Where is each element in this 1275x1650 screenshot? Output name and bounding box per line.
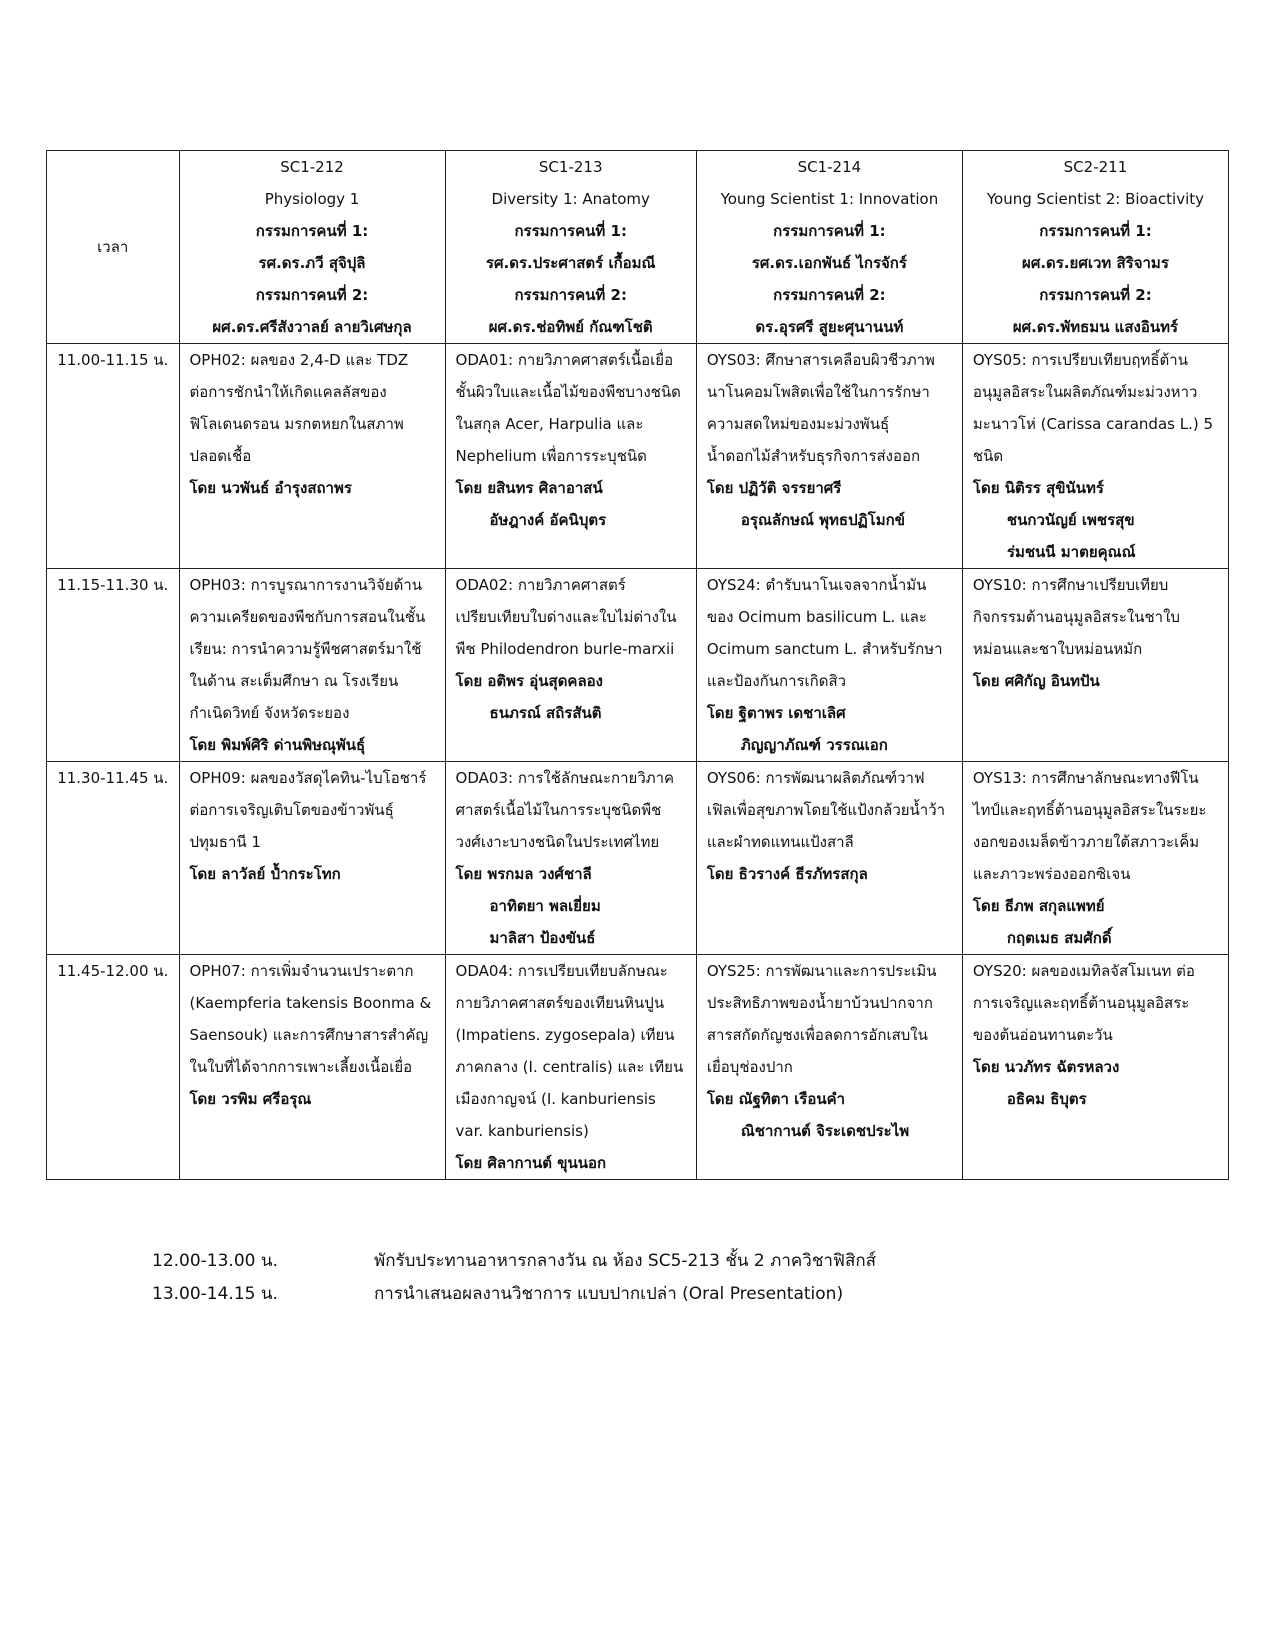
presentation-title: ตำรับนาโนเจลจากน้ำมัน <box>765 576 927 594</box>
footer-row <box>152 1278 876 1311</box>
presentation-cell <box>962 569 1228 762</box>
committee-label: กรรมการคนที่ 1: <box>255 222 369 240</box>
presentation-code: OYS24: <box>706 576 761 594</box>
committee-name: ผศ.ดร.ช่อทิพย์ กัณฑโชติ <box>488 318 653 336</box>
room-header <box>179 151 445 344</box>
presentation-title-line <box>456 955 686 987</box>
presentation-title-line <box>190 762 435 794</box>
footer-time: 12.00-13.00 น. <box>152 1251 278 1271</box>
table-header <box>47 151 1229 344</box>
co-presenter: อัษฎางค์ อัคนิบุตร <box>489 511 607 529</box>
presentation-title-line: ของ Ocimum basilicum L. และ <box>706 608 927 626</box>
presentation-code: OYS05: <box>972 351 1027 369</box>
time-slot: 11.30-11.45 น. <box>47 762 180 955</box>
session-name: Young Scientist 2: Bioactivity <box>986 190 1205 208</box>
time-slot: 11.00-11.15 น. <box>47 344 180 569</box>
co-presenter: ณิชากานต์ จิระเดชประไพ <box>740 1122 910 1140</box>
presentation-title-line: ชั้นผิวใบและเนื้อไม้ของพืชบางชนิด <box>455 383 681 401</box>
presentation-title-line: ภาคกลาง (I. centralis) และ เทียน <box>455 1058 684 1076</box>
presentation-title-line <box>973 955 1218 987</box>
presentation-title: การบูรณาการงานวิจัยด้าน <box>250 576 423 594</box>
presentation-title-line: ในด้าน สะเต็มศึกษา ณ โรงเรียน <box>189 672 399 690</box>
presentation-cell <box>696 344 962 569</box>
presentation-title-line <box>456 762 686 794</box>
presentation-title-line: งอกของเมล็ดข้าวภายใต้สภาวะเค็ม <box>972 833 1200 851</box>
presentation-title-line: กำเนิดวิทย์ จังหวัดระยอง <box>189 704 350 722</box>
presentation-title: การศึกษาเปรียบเทียบ <box>1031 576 1169 594</box>
presentation-code: OYS13: <box>972 769 1027 787</box>
committee-name: รศ.ดร.ประศาสตร์ เกื้อมณี <box>485 254 656 272</box>
table-row <box>47 762 1229 955</box>
table-body <box>47 344 1229 1180</box>
committee-label: กรรมการคนที่ 2: <box>514 286 627 304</box>
presentation-code: OPH09: <box>189 769 246 787</box>
footer-time: 13.00-14.15 น. <box>152 1284 278 1304</box>
presenter: โดย อติพร อุ่นสุดคลอง <box>455 672 603 690</box>
presentation-title-line: var. kanburiensis) <box>455 1122 589 1140</box>
presentation-title: กายวิภาคศาสตร์ <box>517 576 626 594</box>
presentation-title-line: ชนิด <box>972 447 1004 465</box>
co-presenter: กฤตเมธ สมศักดิ์ <box>1006 929 1112 947</box>
presentation-title-line: และภาวะพร่องออกซิเจน <box>972 865 1131 883</box>
presentation-code: OYS06: <box>706 769 761 787</box>
committee-label: กรรมการคนที่ 1: <box>1039 222 1152 240</box>
presentation-cell <box>179 569 445 762</box>
presentation-title-line <box>973 569 1218 601</box>
presentation-title: ศึกษาสารเคลือบผิวชีวภาพ <box>765 351 935 369</box>
presentation-title-line: (Impatiens. zygosepala) เทียน <box>455 1026 675 1044</box>
time-slot: 11.45-12.00 น. <box>47 955 180 1180</box>
presentation-cell <box>445 569 696 762</box>
table-row <box>47 344 1229 569</box>
room-code: SC1-213 <box>538 158 603 176</box>
presenter: โดย ศิลากานต์ ขุนนอก <box>455 1154 607 1172</box>
presenter: โดย ศศิกัญ อินทปัน <box>972 672 1100 690</box>
committee-label: กรรมการคนที่ 1: <box>773 222 886 240</box>
presenter: โดย ธีภพ สกุลแพทย์ <box>972 897 1105 915</box>
presentation-cell <box>445 955 696 1180</box>
presentation-cell <box>696 955 962 1180</box>
table-row <box>47 569 1229 762</box>
presentation-cell <box>179 762 445 955</box>
presentation-title-line <box>973 762 1218 794</box>
presentation-title-line: และป้องกันการเกิดสิว <box>706 672 847 690</box>
presentation-title: ผลของเมทิลจัสโมเนท ต่อ <box>1031 962 1195 980</box>
co-presenter: อธิคม ธิบุตร <box>1006 1090 1087 1108</box>
presentation-title-line: เยื่อบุช่องปาก <box>706 1058 793 1076</box>
presentation-title-line: ประสิทธิภาพของน้ำยาบ้วนปากจาก <box>706 994 933 1012</box>
committee-label: กรรมการคนที่ 2: <box>773 286 886 304</box>
presentation-title-line: ความสดใหม่ของมะม่วงพันธุ์ <box>706 415 890 433</box>
presentation-title-line: Ocimum sanctum L. สำหรับรักษา <box>706 640 943 658</box>
presenter: โดย ณัฐทิตา เรือนคำ <box>706 1090 846 1108</box>
presentation-title-line <box>707 762 952 794</box>
presentation-title-line: ไทป์และฤทธิ์ต้านอนุมูลอิสระในระยะ <box>972 801 1207 819</box>
presentation-code: OYS10: <box>972 576 1027 594</box>
footer-schedule <box>152 1245 876 1311</box>
presentation-title: การเพิ่มจำนวนเปราะตาก <box>250 962 414 980</box>
presentation-title-line: Nephelium เพื่อการระบุชนิด <box>455 447 647 465</box>
presentation-title-line: นาโนคอมโพสิตเพื่อใช้ในการรักษา <box>706 383 930 401</box>
room-code: SC1-212 <box>280 158 344 176</box>
presentation-title-line: มะนาวโห่ (Carissa carandas L.) 5 <box>972 415 1214 433</box>
presentation-title-line: (Kaempferia takensis Boonma & <box>189 994 432 1012</box>
presentation-cell <box>179 955 445 1180</box>
presentation-title-line: น้ำดอกไม้สำหรับธุรกิจการส่งออก <box>706 447 921 465</box>
presenter: โดย นวภัทร ฉัตรหลวง <box>972 1058 1120 1076</box>
presenter: โดย ยสินทร ศิลาอาสน์ <box>455 479 603 497</box>
presentation-cell <box>962 762 1228 955</box>
co-presenter: อาทิตยา พลเยี่ยม <box>489 897 601 915</box>
co-presenter: ร่มชนนี มาตยคุณณ์ <box>1006 543 1136 561</box>
presentation-title-line <box>190 344 435 376</box>
presentation-title-line: ในใบที่ได้จากการเพาะเลี้ยงเนื้อเยื่อ <box>189 1058 413 1076</box>
committee-name: ผศ.ดร.ศรีสังวาลย์ ลายวิเศษกุล <box>212 318 412 336</box>
presentation-title-line: พืช Philodendron burle-marxii <box>455 640 675 658</box>
presentation-code: ODA04: <box>455 962 514 980</box>
presentation-title-line: ความเครียดของพืชกับการสอนในชั้น <box>189 608 426 626</box>
presentation-title-line: วงศ์เงาะบางชนิดในประเทศไทย <box>455 833 660 851</box>
presentation-code: ODA01: <box>455 351 514 369</box>
presentation-title: การใช้ลักษณะกายวิภาค <box>517 769 675 787</box>
committee-name: ผศ.ดร.ยศเวท สิริจามร <box>1022 254 1169 272</box>
time-slot: 11.15-11.30 น. <box>47 569 180 762</box>
presentation-title-line: กิจกรรมต้านอนุมูลอิสระในชาใบ <box>972 608 1180 626</box>
presentation-cell <box>696 762 962 955</box>
presentation-code: OPH07: <box>189 962 246 980</box>
presentation-title-line: ปลอดเชื้อ <box>189 447 252 465</box>
header-row <box>47 151 1229 344</box>
presentation-title: ผลของวัสดุไคทิน-ไบโอชาร์ <box>250 769 427 787</box>
committee-label: กรรมการคนที่ 1: <box>514 222 627 240</box>
session-name: Young Scientist 1: Innovation <box>720 190 939 208</box>
presentation-code: ODA03: <box>455 769 514 787</box>
presentation-title-line: การเจริญและฤทธิ์ต้านอนุมูลอิสระ <box>972 994 1190 1012</box>
presentation-code: OPH02: <box>189 351 246 369</box>
presenter: โดย วรพิม ศรีอรุณ <box>189 1090 312 1108</box>
presentation-title-line: ของต้นอ่อนทานตะวัน <box>972 1026 1113 1044</box>
presentation-title-line: กายวิภาคศาสตร์ของเทียนหินปูน <box>455 994 665 1012</box>
presentation-title: การเปรียบเทียบฤทธิ์ต้าน <box>1031 351 1188 369</box>
presentation-code: ODA02: <box>455 576 514 594</box>
time-column-header: เวลา <box>47 151 180 344</box>
presentation-code: OYS20: <box>972 962 1027 980</box>
presenter: โดย ธิวรางค์ ธีรภัทรสกุล <box>706 865 868 883</box>
presentation-title-line <box>973 344 1218 376</box>
committee-name: รศ.ดร.ภวี สุจิปุลิ <box>258 254 366 272</box>
footer-description: การนำเสนอผลงานวิชาการ แบบปากเปล่า (Oral Presentation) <box>374 1284 844 1304</box>
presentation-title-line <box>190 569 435 601</box>
presentation-title-line <box>456 344 686 376</box>
session-name: Diversity 1: Anatomy <box>491 190 650 208</box>
presentation-title-line: เปรียบเทียบใบด่างและใบไม่ด่างใน <box>455 608 677 626</box>
co-presenter: มาลิสา ป้องขันธ์ <box>489 929 596 947</box>
room-code: SC1-214 <box>797 158 862 176</box>
presentation-title-line: และผำทดแทนแป้งสาลี <box>706 833 854 851</box>
presentation-title-line: อนุมูลอิสระในผลิตภัณฑ์มะม่วงหาว <box>972 383 1198 401</box>
committee-label: กรรมการคนที่ 2: <box>255 286 369 304</box>
presentation-cell <box>179 344 445 569</box>
room-header <box>696 151 962 344</box>
footer-row <box>152 1245 876 1278</box>
co-presenter: ธนภรณ์ สถิรสันติ <box>489 704 602 722</box>
presentation-title-line <box>707 955 952 987</box>
presenter: โดย ลาวัลย์ ป้ำกระโทก <box>189 865 341 883</box>
presenter: โดย นิติรร สุขินันทร์ <box>972 479 1104 497</box>
presentation-title-line: เฟิลเพื่อสุขภาพโดยใช้แป้งกล้วยน้ำว้า <box>706 801 946 819</box>
presentation-title-line: ศาสตร์เนื้อไม้ในการระบุชนิดพืช <box>455 801 662 819</box>
schedule-table <box>46 150 1229 1180</box>
presentation-title-line: เมืองกาญจน์ (I. kanburiensis <box>455 1090 656 1108</box>
co-presenter: ชนกวนัญย์ เพชรสุข <box>1006 511 1135 529</box>
presentation-title-line: Saensouk) และการศึกษาสารสำคัญ <box>189 1026 429 1044</box>
presentation-code: OPH03: <box>189 576 246 594</box>
committee-name: รศ.ดร.เอกพันธ์ ไกรจักร์ <box>751 254 907 272</box>
presentation-title-line <box>707 569 952 601</box>
presentation-title: กายวิภาคศาสตร์เนื้อเยื่อ <box>517 351 674 369</box>
presenter: โดย ปฏิวัติ จรรยาศรี <box>706 479 842 497</box>
presentation-code: OYS25: <box>706 962 761 980</box>
presentation-cell <box>696 569 962 762</box>
presentation-title: ผลของ 2,4-D และ TDZ <box>250 351 409 369</box>
session-name: Physiology 1 <box>264 190 360 208</box>
presentation-title-line <box>190 955 435 987</box>
room-header <box>445 151 696 344</box>
presentation-title-line: ต่อการชักนำให้เกิดแคลลัสของ <box>189 383 387 401</box>
presentation-cell <box>445 762 696 955</box>
presentation-title: การพัฒนาผลิตภัณฑ์วาฟ <box>765 769 925 787</box>
room-code: SC2-211 <box>1063 158 1128 176</box>
presentation-title-line: ฟิโลเดนดรอน มรกตหยกในสภาพ <box>189 415 404 433</box>
co-presenter: อรุณลักษณ์ พุทธปฏิโมกข์ <box>740 511 905 529</box>
committee-name: ผศ.ดร.พัทธมน แสงอินทร์ <box>1012 318 1179 336</box>
presenter: โดย ฐิตาพร เดชาเลิศ <box>706 704 846 722</box>
presentation-cell <box>962 955 1228 1180</box>
committee-label: กรรมการคนที่ 2: <box>1039 286 1152 304</box>
presentation-title-line: หม่อนและชาใบหม่อนหมัก <box>972 640 1143 658</box>
presentation-cell <box>962 344 1228 569</box>
presentation-title: การพัฒนาและการประเมิน <box>765 962 937 980</box>
presentation-title-line <box>707 344 952 376</box>
presentation-title-line: ต่อการเจริญเติบโตของข้าวพันธุ์ <box>189 801 394 819</box>
presentation-code: OYS03: <box>706 351 761 369</box>
presentation-title-line <box>456 569 686 601</box>
room-header <box>962 151 1228 344</box>
presentation-title-line: เรียน: การนำความรู้พืชศาสตร์มาใช้ <box>189 640 422 658</box>
presentation-title-line: สารสกัดกัญชงเพื่อลดการอักเสบใน <box>706 1026 928 1044</box>
presentation-title-line: ปทุมธานี 1 <box>189 833 261 851</box>
presenter: โดย พรกมล วงศ์ชาลี <box>455 865 592 883</box>
presentation-cell <box>445 344 696 569</box>
co-presenter: ภิญญาภัณฑ์ วรรณเอก <box>740 736 888 754</box>
presenter: โดย พิมพ์ศิริ ด่านพิษณุพันธุ์ <box>189 736 366 754</box>
presentation-title: การศึกษาลักษณะทางฟีโน <box>1031 769 1199 787</box>
presenter: โดย นวพันธ์ อำรุงสถาพร <box>189 479 352 497</box>
presentation-title-line: ในสกุล Acer, Harpulia และ <box>455 415 644 433</box>
footer-description: พักรับประทานอาหารกลางวัน ณ ห้อง SC5-213 ชั้น 2 ภาควิชาฟิสิกส์ <box>374 1251 876 1271</box>
table-row <box>47 955 1229 1180</box>
presentation-title: การเปรียบเทียบลักษณะ <box>517 962 668 980</box>
committee-name: ดร.อุรศรี สูยะศุนานนท์ <box>755 318 904 336</box>
